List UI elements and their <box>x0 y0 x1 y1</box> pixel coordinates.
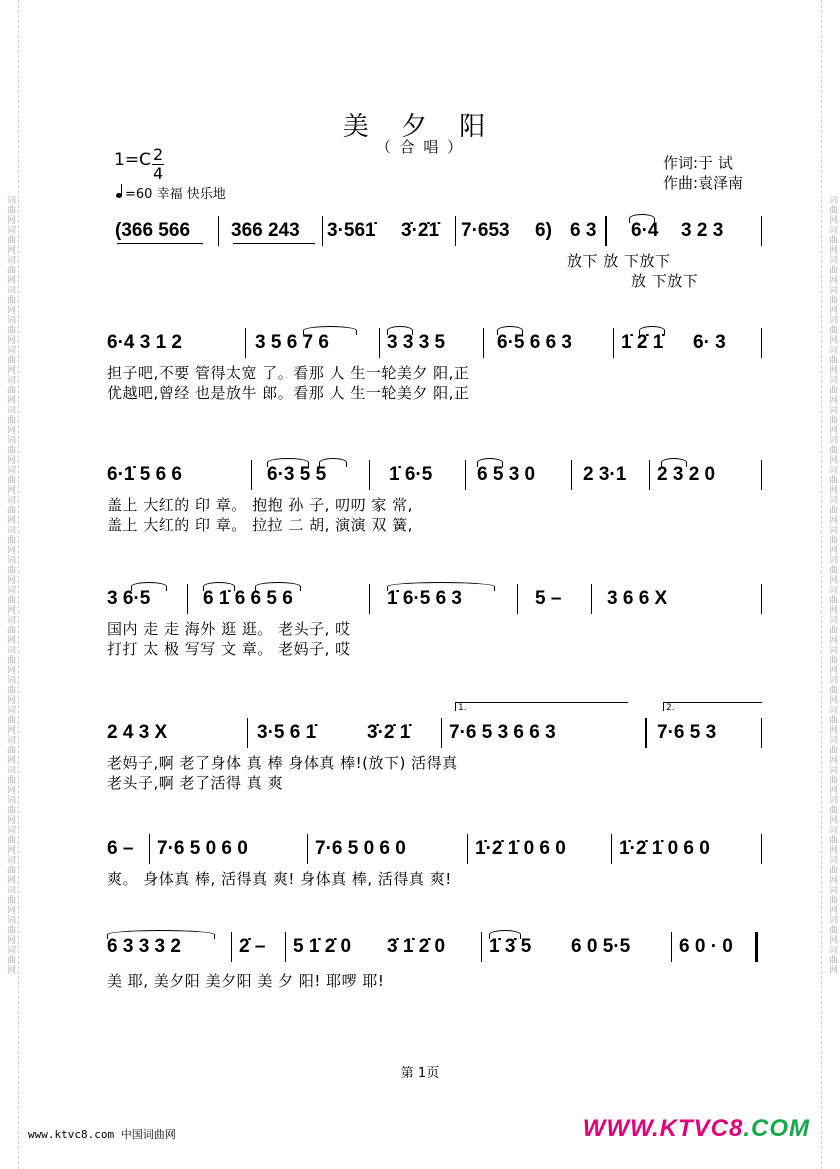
tempo-text: =60 幸福 快乐地 <box>125 187 226 202</box>
barline <box>571 460 572 490</box>
song-subtitle: （ 合 唱 ） <box>375 138 465 156</box>
barline <box>251 460 252 490</box>
measure: 7·653 <box>461 220 510 241</box>
measure: 5 1̇ 2̇ 0 <box>293 936 352 957</box>
lyrics-verse-2: 放 下放下 <box>631 272 699 290</box>
measure: 3̇ 1̇ 2̇ 0 <box>387 936 446 957</box>
barline <box>761 584 762 614</box>
lyrics-verse-1: 盖上 大红的 印 章。 抱抱 孙 子, 叨叨 家 常, <box>107 496 413 514</box>
tie-slur <box>267 458 309 467</box>
key-signature: 1=C <box>114 150 151 170</box>
quarter-note-icon <box>116 193 122 198</box>
barline <box>483 328 484 358</box>
measure: 7·6 5 3 <box>657 722 717 743</box>
barline <box>369 584 370 614</box>
measure: 6 – <box>107 838 134 859</box>
measure: 2 4 3 X <box>107 722 168 743</box>
barline <box>517 584 518 614</box>
barline <box>481 932 482 962</box>
measure: (366 566 <box>115 220 191 241</box>
measure: 1̇ 6·5 6 3 <box>387 588 462 609</box>
volta-second-ending: 2. <box>663 702 762 711</box>
measure: 3 6·5 <box>107 588 151 609</box>
logo-www: WWW. <box>582 1115 660 1142</box>
tie-slur <box>661 458 687 467</box>
lyrics-verse-1: 美 耶, 美夕阳 美夕阳 美 夕 阳! 耶啰 耶! <box>107 972 385 990</box>
barline <box>611 834 612 864</box>
measure: 1̇·2̇ 1̇ 0 6 0 <box>475 838 566 859</box>
lyrics-verse-1: 国内 走 走 海外 逛 逛。 老头子, 哎 <box>107 620 351 638</box>
tie-slur <box>497 326 523 335</box>
measure: 1̇ 3̇ 5 <box>489 936 532 957</box>
lyrics-verse-1: 放下 放 下放下 <box>567 252 671 270</box>
volta-first-ending: 1. <box>455 702 628 711</box>
barline <box>285 932 286 962</box>
lyrics-verse-2: 优越吧,曾经 也是放牛 郎。看那 人 生一轮美夕 阳,正 <box>107 384 470 402</box>
tie-slur <box>639 326 665 335</box>
tie-slur <box>131 582 167 591</box>
measure: 1̇ 2̇ 1̇ <box>621 332 664 353</box>
notes-row <box>105 703 765 750</box>
measure: 6·4 3 1 2 <box>107 332 182 353</box>
barline <box>761 718 762 748</box>
barline <box>441 718 442 748</box>
tie-slur <box>387 326 413 335</box>
measure: 2̇ – <box>239 936 266 957</box>
notes-row <box>105 582 765 616</box>
tempo-marking <box>116 183 226 202</box>
measure: 3 5 6 7 6 <box>255 332 329 353</box>
measure: 6 0 5·5 <box>571 936 631 957</box>
measure: 6·5 6 6 3 <box>497 332 572 353</box>
tie-slur <box>303 326 357 335</box>
lyrics-verse-1: 爽。 身体真 棒, 活得真 爽! 身体真 棒, 活得真 爽! <box>107 870 452 888</box>
barline <box>322 216 323 246</box>
measure: 3 2 3 <box>681 220 724 241</box>
watermark-right: 词曲网词曲网词曲网词曲网词曲网词曲网词曲网词曲网词曲网词曲网词曲网词曲网词曲网词曲网词曲网词曲网词曲网词曲网词曲网词曲网词曲网词曲网词曲网词曲网词曲网词曲网 <box>827 194 837 975</box>
measure: 6) <box>535 220 552 241</box>
measure: 6 0 · 0 <box>679 936 733 957</box>
page-edge-right <box>821 0 822 1169</box>
measure: 3·5 6 1̇ <box>257 722 317 743</box>
measure: 6 3 3 3 2 <box>107 936 181 957</box>
barline <box>761 328 762 358</box>
measure: 1̇·2̇ 1̇ 0 6 0 <box>619 838 710 859</box>
logo-com: .COM <box>743 1115 810 1142</box>
barline <box>649 460 650 490</box>
measure: 3·561̇ <box>327 220 376 241</box>
tie-slur <box>319 458 347 467</box>
barline <box>761 834 762 864</box>
tie-slur <box>489 930 521 939</box>
lyrics-verse-2: 打打 太 极 写写 文 章。 老妈子, 哎 <box>107 640 351 658</box>
lyricist-credit: 作词:于 试 <box>663 154 733 172</box>
measure: 3̇·2̇ 1̇ <box>367 722 411 743</box>
tie-slur <box>107 930 215 939</box>
measure: 3 3 3 5 <box>387 332 446 353</box>
tie-slur <box>477 458 503 467</box>
watermark-left: 词曲网词曲网词曲网词曲网词曲网词曲网词曲网词曲网词曲网词曲网词曲网词曲网词曲网词曲网词曲网词曲网词曲网词曲网词曲网词曲网词曲网词曲网词曲网词曲网词曲网词曲网 <box>5 194 15 975</box>
barline <box>761 216 762 246</box>
measure: 366 243 <box>231 220 300 241</box>
final-barline <box>755 932 758 962</box>
measure: 3 6 6 X <box>607 588 668 609</box>
lyrics-verse-1: 老妈子,啊 老了身体 真 棒 身体真 棒!(放下) 活得真 <box>107 754 458 772</box>
barline <box>245 328 246 358</box>
lyrics-verse-1: 担子吧,不要 管得太宽 了。看那 人 生一轮美夕 阳,正 <box>107 364 470 382</box>
logo-ktvc8: KTVC8 <box>659 1115 744 1142</box>
barline <box>379 328 380 358</box>
measure: 7·6 5 0 6 0 <box>157 838 248 859</box>
barline <box>231 932 232 962</box>
measure: 2 3·1 <box>583 464 627 485</box>
notes-row <box>105 214 765 248</box>
measure: 6·1̇ 5 6 6 <box>107 464 182 485</box>
site-logo <box>583 1115 810 1143</box>
beam <box>233 243 315 244</box>
page-edge-left <box>18 0 19 1169</box>
barline <box>369 460 370 490</box>
barline <box>465 460 466 490</box>
repeat-end-barline <box>645 718 647 748</box>
barline <box>455 216 456 246</box>
site-credit: www.ktvc8.com 中国词曲网 <box>28 1128 176 1141</box>
barline <box>218 216 219 246</box>
barline <box>761 460 762 490</box>
lyrics-verse-2: 盖上 大红的 印 章。 拉拉 二 胡, 演演 双 簧, <box>107 516 413 534</box>
time-signature <box>152 146 164 183</box>
composer-credit: 作曲:袁泽南 <box>663 174 744 192</box>
tie-slur <box>255 582 301 591</box>
measure: 6·3 5 5 <box>267 464 327 485</box>
page-number: 第 1页 <box>400 1066 440 1081</box>
measure: 5 – <box>535 588 562 609</box>
notes-row <box>105 458 765 492</box>
barline <box>591 584 592 614</box>
barline <box>187 584 188 614</box>
measure: 6 1̇ 6 6 5 6 <box>203 588 293 609</box>
measure: 6 5 3 0 <box>477 464 536 485</box>
barline <box>467 834 468 864</box>
notes-row <box>105 930 765 964</box>
tie-slur <box>387 582 495 591</box>
measure: 3̇·2̇1̇ <box>401 220 440 241</box>
notes-row <box>105 832 765 866</box>
barline <box>307 834 308 864</box>
time-numerator: 2 <box>153 145 164 164</box>
measure: 2 3 2 0 <box>657 464 716 485</box>
barline <box>613 328 614 358</box>
repeat-barline <box>605 216 607 246</box>
measure: 7·6 5 0 6 0 <box>315 838 406 859</box>
barline <box>149 834 150 864</box>
tie-slur <box>203 582 235 591</box>
notes-row <box>105 326 765 360</box>
song-title: 美 夕 阳 <box>342 112 498 142</box>
measure: 1̇ 6·5 <box>389 464 433 485</box>
lyrics-verse-2: 老头子,啊 老了活得 真 爽 <box>107 774 284 792</box>
time-denominator: 4 <box>153 164 164 183</box>
beam <box>117 243 203 244</box>
tie-slur <box>629 214 655 223</box>
measure: 6·4 <box>631 220 659 241</box>
measure: 6 3 <box>570 220 597 241</box>
barline <box>671 932 672 962</box>
measure: 7·6 5 3 6 6 3 <box>449 722 556 743</box>
barline <box>247 718 248 748</box>
measure: 6· 3 <box>693 332 726 353</box>
